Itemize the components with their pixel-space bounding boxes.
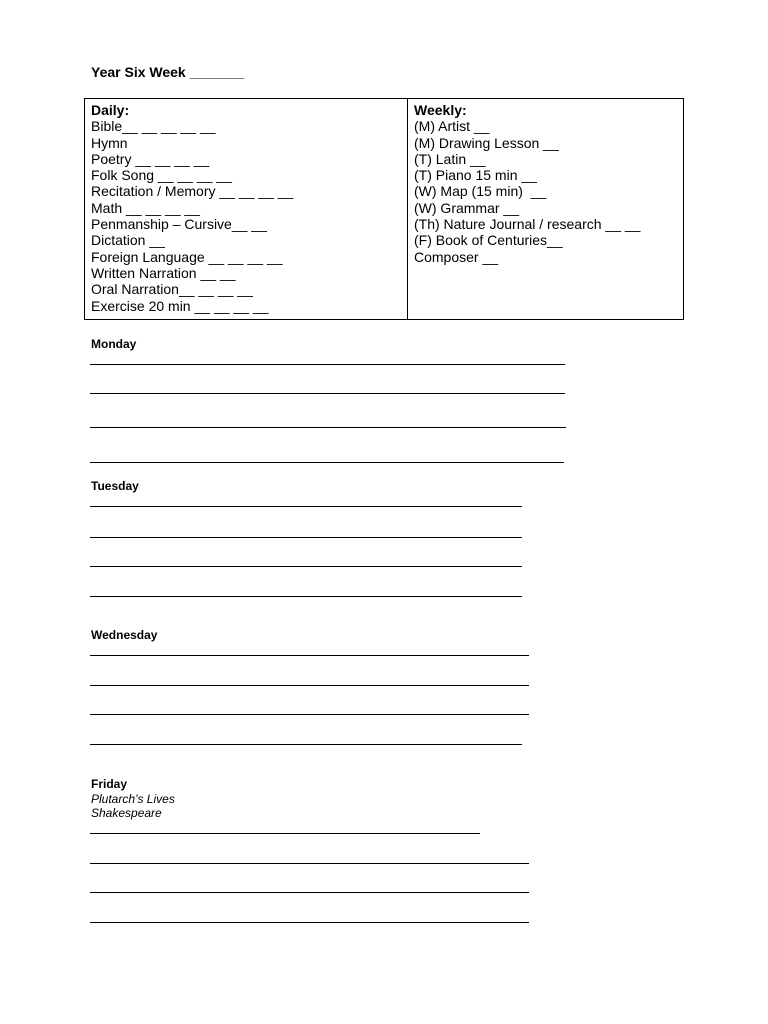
friday-item: Shakespeare xyxy=(91,806,162,820)
weekly-item: (M) Artist __ xyxy=(414,118,490,135)
weekly-item: (T) Latin __ xyxy=(414,150,486,167)
writing-line xyxy=(90,506,522,507)
writing-line xyxy=(90,892,529,893)
daily-item: Bible__ __ __ __ __ xyxy=(91,118,216,135)
weekly-item: (Th) Nature Journal / research __ __ xyxy=(414,216,641,233)
daily-item: Penmanship – Cursive__ __ xyxy=(91,216,267,233)
daily-column xyxy=(91,102,293,314)
weekly-item: (W) Map (15 min) __ xyxy=(414,183,547,200)
writing-line xyxy=(90,537,522,538)
weekly-heading: Weekly: xyxy=(414,102,467,118)
weekly-item: (F) Book of Centuries__ xyxy=(414,232,563,249)
daily-item: Hymn xyxy=(91,134,128,151)
day-label-monday: Monday xyxy=(91,337,137,351)
checklist-table xyxy=(84,98,684,320)
column-divider xyxy=(407,99,408,319)
writing-line xyxy=(90,364,565,365)
writing-line xyxy=(90,655,529,656)
day-label-friday: Friday xyxy=(91,777,128,791)
weekly-item: (M) Drawing Lesson __ xyxy=(414,134,559,151)
page-title: Year Six Week _______ xyxy=(91,64,245,80)
day-label-wednesday: Wednesday xyxy=(91,628,158,642)
daily-item: Folk Song __ __ __ __ xyxy=(91,167,232,184)
daily-item: Oral Narration__ __ __ __ xyxy=(91,281,253,298)
daily-item: Math __ __ __ __ xyxy=(91,199,200,216)
daily-item: Poetry __ __ __ __ xyxy=(91,150,210,167)
writing-line xyxy=(90,393,565,394)
daily-item: Written Narration __ __ xyxy=(91,264,236,281)
writing-line xyxy=(90,685,529,686)
writing-line xyxy=(90,596,522,597)
writing-line xyxy=(90,833,480,834)
daily-item: Dictation __ xyxy=(91,232,165,249)
friday-item: Plutarch’s Lives xyxy=(91,792,175,806)
daily-item: Foreign Language __ __ __ __ xyxy=(91,248,283,265)
writing-line xyxy=(90,714,529,715)
writing-line xyxy=(90,566,522,567)
weekly-item: Composer __ xyxy=(414,248,499,265)
writing-line xyxy=(90,427,566,428)
writing-line xyxy=(90,922,529,923)
writing-line xyxy=(90,462,564,463)
weekly-item: (W) Grammar __ xyxy=(414,199,519,216)
writing-line xyxy=(90,863,529,864)
daily-item: Exercise 20 min __ __ __ __ xyxy=(91,297,269,314)
weekly-column xyxy=(414,102,640,265)
daily-heading: Daily: xyxy=(91,102,130,118)
writing-line xyxy=(90,744,522,745)
daily-item: Recitation / Memory __ __ __ __ xyxy=(91,183,294,200)
weekly-item: (T) Piano 15 min __ xyxy=(414,167,537,184)
day-label-tuesday: Tuesday xyxy=(91,479,139,493)
